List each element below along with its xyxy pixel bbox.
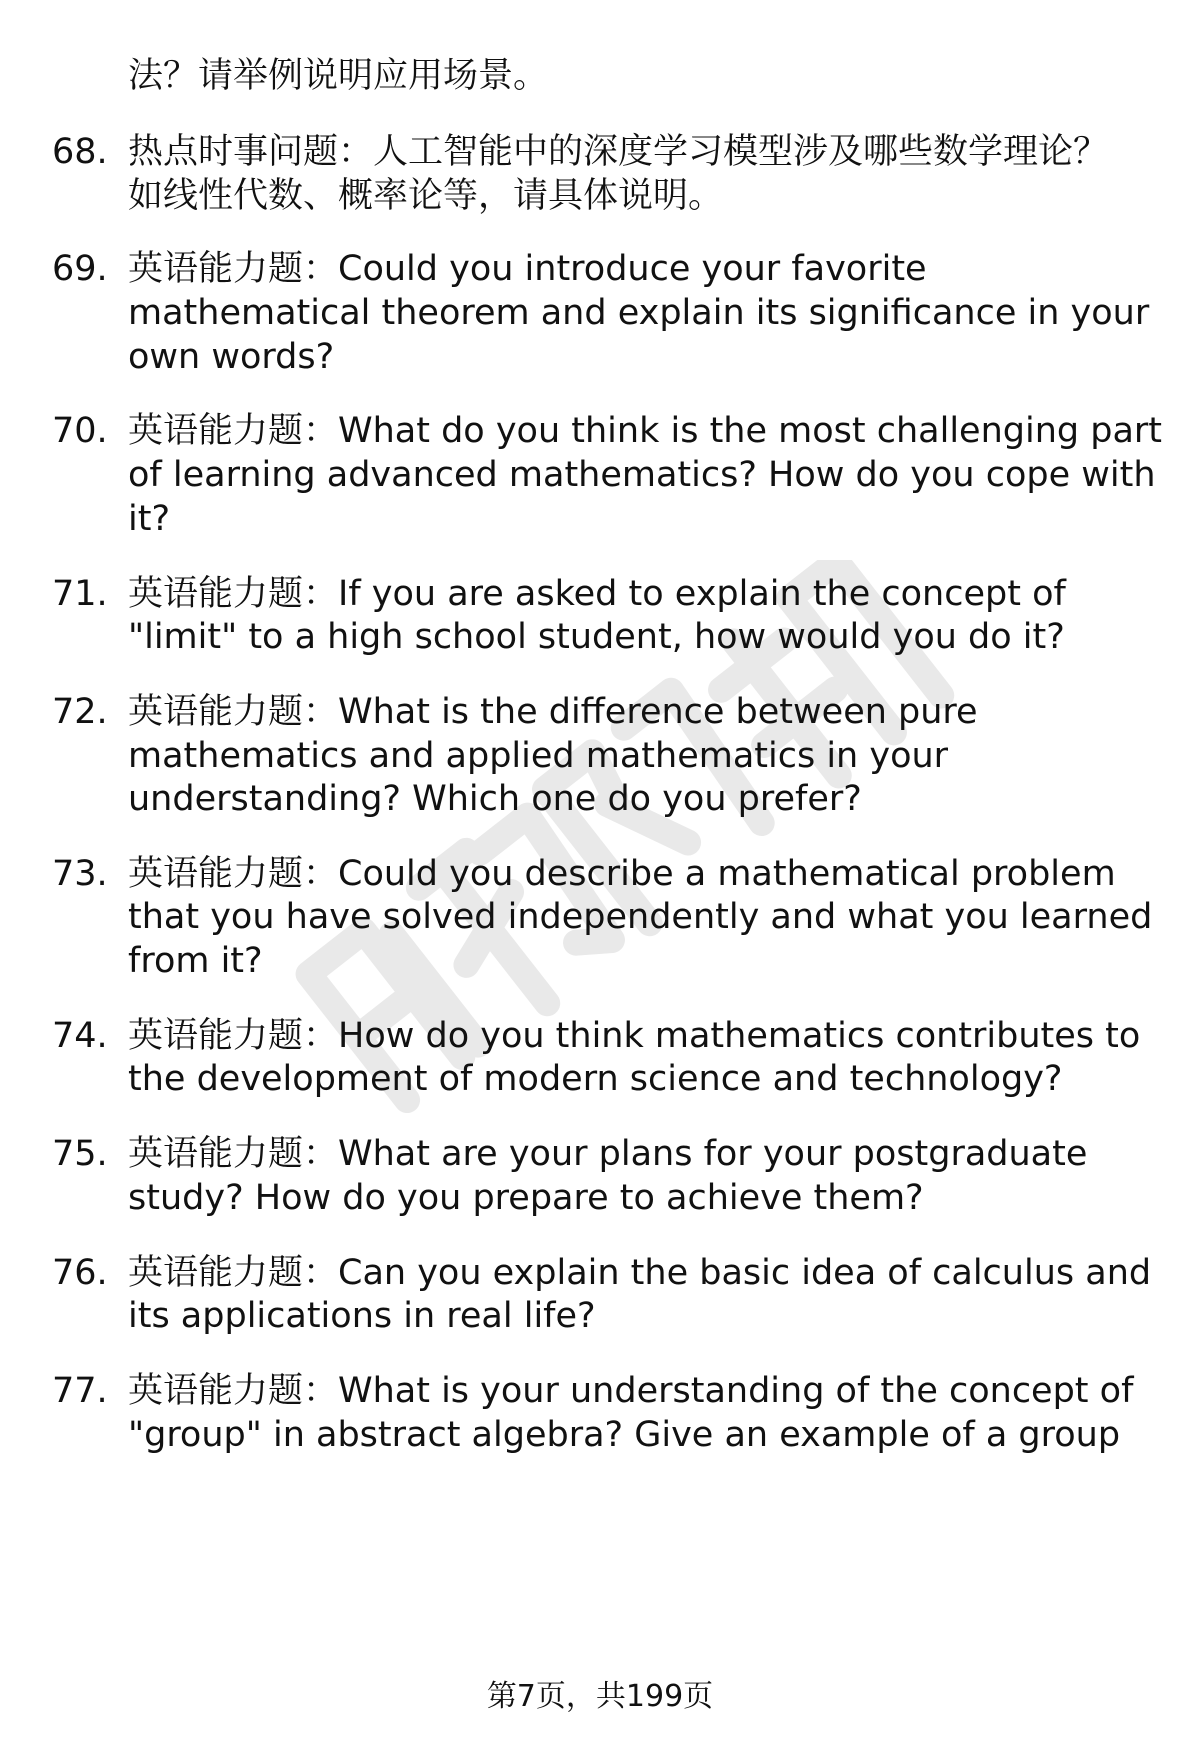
page-number-footer: 第7页，共199页	[486, 1679, 714, 1714]
item-line: 如线性代数、概率论等，请具体说明。	[128, 176, 724, 216]
item-line: "group" in abstract algebra? Give an example of a group	[128, 1415, 1121, 1455]
item-number: 74.	[52, 1016, 108, 1056]
item-number: 68.	[52, 132, 108, 172]
item-line: own words?	[128, 337, 335, 377]
item-line: mathematical theorem and explain its significance in your	[128, 293, 1150, 333]
item-line: 英语能力题：What do you think is the most challenging part	[128, 411, 1163, 451]
item-line: 英语能力题：Could you introduce your favorite	[128, 249, 927, 289]
item-line: 英语能力题：Can you explain the basic idea of calculus and	[128, 1253, 1152, 1293]
item-line: "limit" to a high school student, how would you do it?	[128, 617, 1065, 657]
item-number: 69.	[52, 249, 108, 289]
item-line: it?	[128, 499, 171, 539]
item-line: 英语能力题：What is the difference between pure	[128, 692, 978, 732]
item-line: 英语能力题：Could you describe a mathematical problem	[128, 854, 1116, 894]
item-line: that you have solved independently and what you learned	[128, 897, 1153, 937]
item-line: mathematics and applied mathematics in your	[128, 736, 949, 776]
item-line: from it?	[128, 941, 263, 981]
item-line: study? How do you prepare to achieve them?	[128, 1178, 924, 1218]
item-number: 77.	[52, 1371, 108, 1411]
item-number: 76.	[52, 1253, 108, 1293]
item-number: 73.	[52, 854, 108, 894]
item-line: 英语能力题：What are your plans for your postgraduate	[128, 1134, 1088, 1174]
item-line: 英语能力题：If you are asked to explain the concept of	[128, 574, 1066, 614]
item-number: 75.	[52, 1134, 108, 1174]
item-line: its applications in real life?	[128, 1296, 596, 1336]
item-number: 72.	[52, 692, 108, 732]
item-line: of learning advanced mathematics? How do you cope with	[128, 455, 1156, 495]
item-number: 71.	[52, 574, 108, 614]
item-line: the development of modern science and technology?	[128, 1059, 1063, 1099]
item-line: 英语能力题：How do you think mathematics contributes to	[128, 1016, 1141, 1056]
item-line: 热点时事问题：人工智能中的深度学习模型涉及哪些数学理论？	[128, 132, 1109, 172]
item-number: 70.	[52, 411, 108, 451]
item-line: 英语能力题：What is your understanding of the concept of	[128, 1371, 1134, 1411]
continuation-text: 法？请举例说明应用场景。	[128, 56, 549, 96]
item-line: understanding? Which one do you prefer?	[128, 779, 862, 819]
